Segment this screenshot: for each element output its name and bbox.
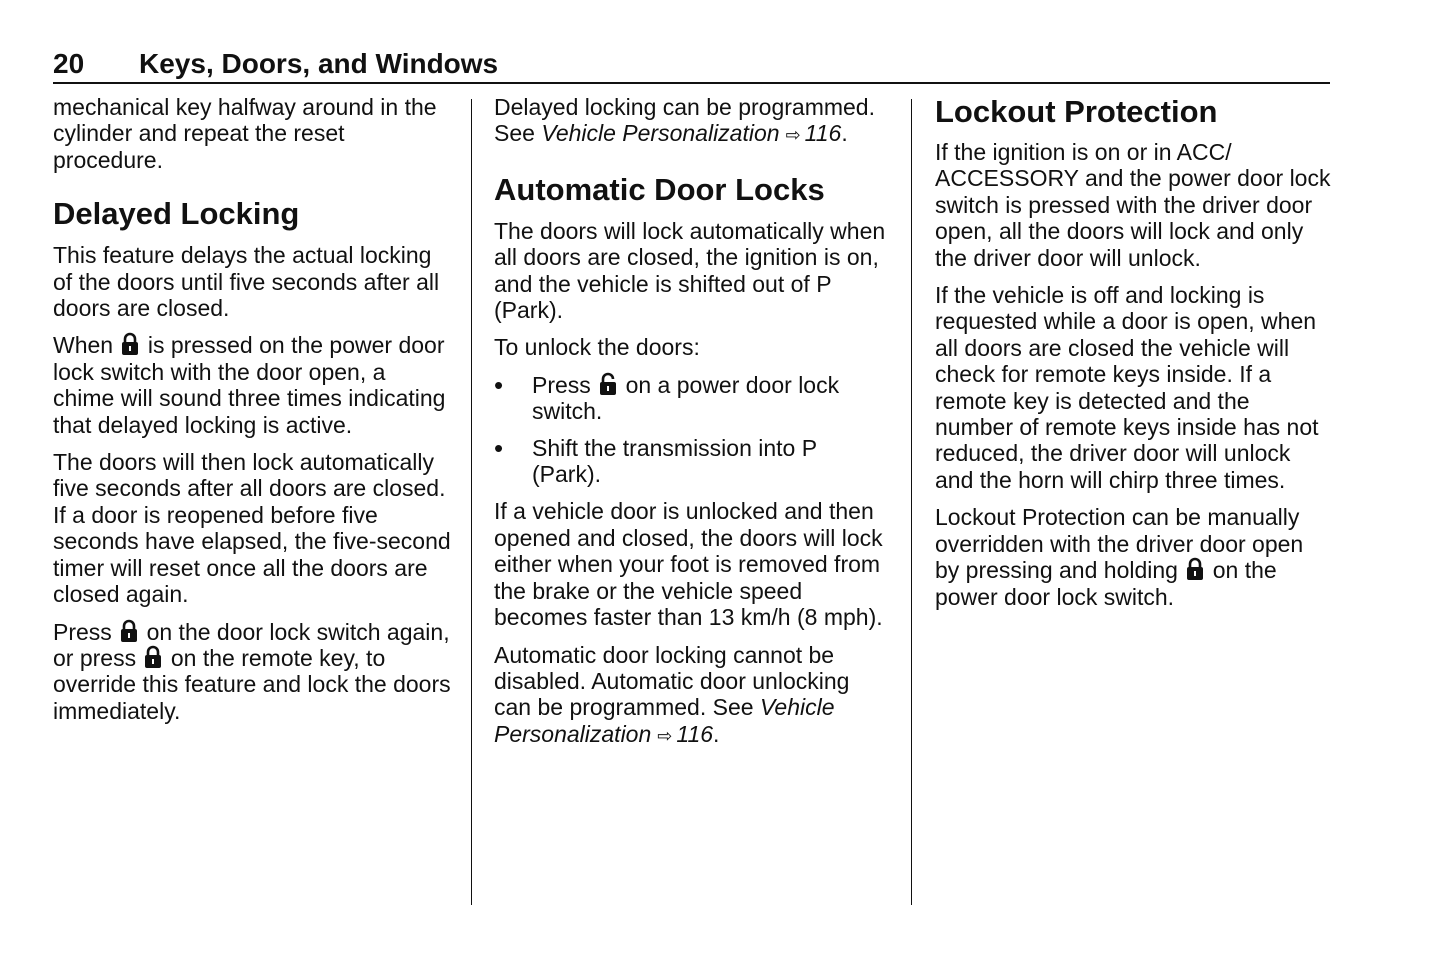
lock-icon [120,619,138,643]
heading-delayed-locking: Delayed Locking [53,196,300,232]
page-ref-arrow-icon: ⇨ [785,125,801,146]
continued-paragraph: mechanical key halfway around in the cylinder and repeat the reset procedure. [53,94,437,173]
paragraph-delayed-chime: When is pressed on the power door lock switch with the door open, a chime will sound three times indicating that delayed locking is active. [53,332,446,438]
page-header [53,46,1330,84]
paragraph-auto-programming: Automatic door locking cannot be disabled. Automatic door unlocking can be programmed. See Vehicle Personalization ⇨ 116. [494,641,850,747]
paragraph-lockout-override: Lockout Protection can be manually overridden with the driver door open by pressing and holding on the power door lock switch. [935,504,1304,610]
list-item: • Press on a power door lock switch. [494,372,892,425]
heading-automatic-door-locks: Automatic Door Locks [494,171,825,207]
section-title: Keys, Doors, and Windows [139,48,499,79]
page-ref-arrow-icon: ⇨ [657,725,673,746]
cross-reference-link[interactable]: Vehicle Personalization [494,694,835,747]
paragraph-lockout-ignition: If the ignition is on or in ACC/ ACCESSORY and the power door lock switch is pressed with the driver door open, all the doors will lock and only the driver door will unlock. [935,139,1331,271]
column-3 [935,94,1333,621]
column-divider-1 [471,99,472,905]
lock-icon [144,645,162,669]
column-1 [53,94,451,735]
paragraph-unlock-intro: To unlock the doors: [494,334,700,361]
paragraph-delayed-programming: Delayed locking can be programmed. See Vehicle Personalization ⇨ 116. [494,94,875,147]
paragraph-delayed-override: Press on the door lock switch again, or press on the remote key, to override this feature and lock the doors immediately. [53,618,451,724]
paragraph-auto-lock: The doors will lock automatically when all doors are closed, the ignition is on, and the vehicle is shifted out of P (Park). [494,217,886,324]
column-divider-2 [911,99,912,905]
paragraph-lockout-remote: If the vehicle is off and locking is requested while a door is open, when all doors are closed the vehicle will check for remote keys inside. If a remote key is detected and the number of remote keys inside has not reduced, the driver door will unlock and the horn will chirp three times. [935,282,1319,493]
heading-lockout-protection: Lockout Protection [935,94,1218,129]
paragraph-delayed-timer: The doors will then lock automatically five seconds after all doors are closed. If a door is reopened before five seconds have elapsed, the five-second timer will reset once all the doors are closed again. [53,449,451,608]
column-2 [494,94,892,760]
list-item: • Shift the transmission into P (Park). [494,435,892,488]
unlock-icon [599,372,617,396]
paragraph-delayed-intro: This feature delays the actual locking of the doors until five seconds after all doors are closed. [53,242,440,322]
page-ref-number: 116 [676,720,714,747]
lock-icon [121,332,139,356]
page-ref-number: 116 [804,120,842,147]
page-number: 20 [53,48,85,79]
unlock-steps-list [494,372,892,488]
lock-icon [1186,557,1204,581]
paragraph-relock: If a vehicle door is unlocked and then opened and closed, the doors will lock either when your foot is removed from the brake or the vehicle speed becomes faster than 13 km/h (8 mph). [494,498,883,631]
cross-reference-link[interactable]: Vehicle Personalization [541,120,780,147]
